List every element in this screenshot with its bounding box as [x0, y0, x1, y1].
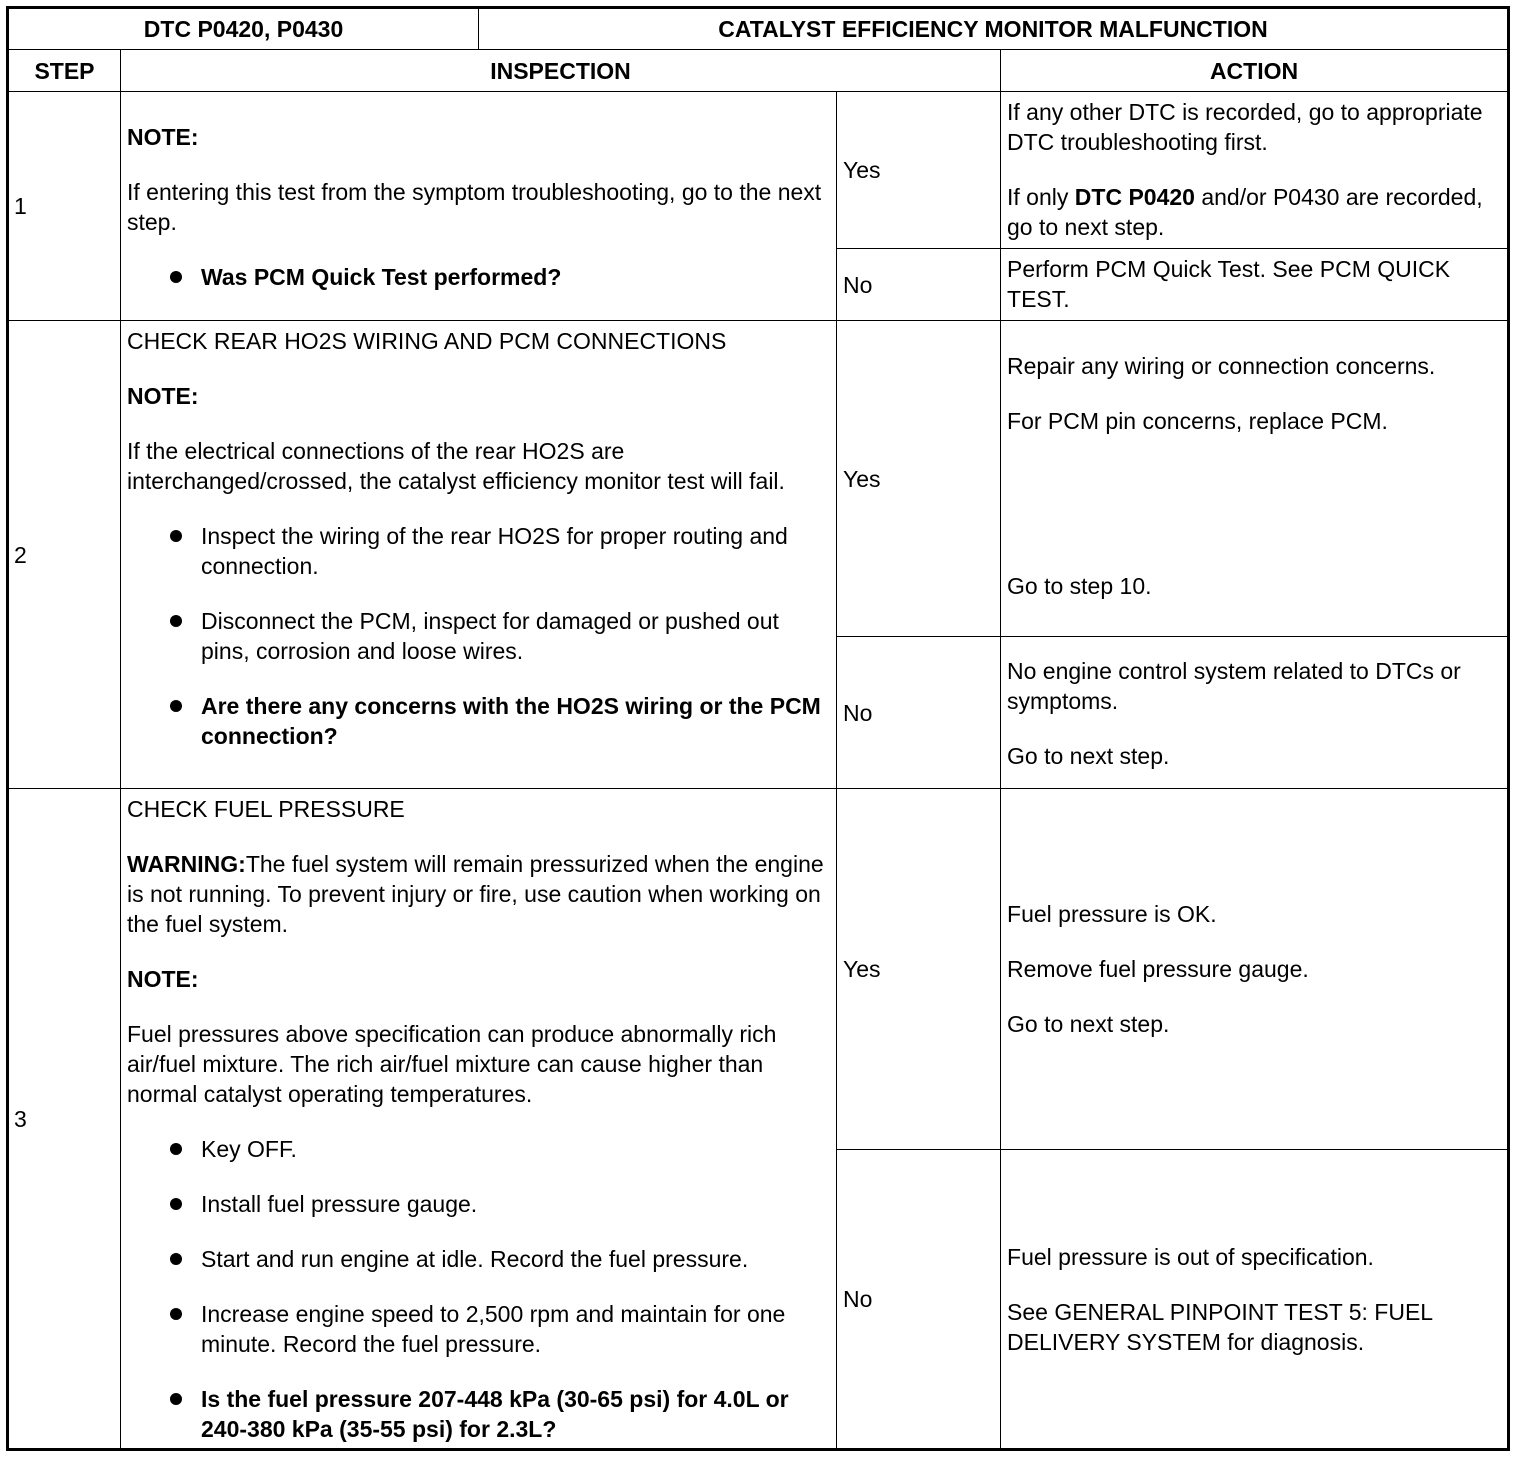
- step-1-yes-label: Yes: [837, 92, 1001, 249]
- step-2-heading: CHECK REAR HO2S WIRING AND PCM CONNECTIONS: [127, 328, 727, 354]
- step-3-no-action-1: Fuel pressure is out of specification.: [1007, 1243, 1374, 1270]
- step-3-yes-label: Yes: [837, 789, 1001, 1150]
- dtc-table: [6, 6, 1510, 1451]
- step-3-inspection: [121, 789, 837, 1450]
- step-1-note-text: If entering this test from the symptom troubleshooting, go to the next step.: [127, 179, 822, 235]
- step-2-yes-action-1: Repair any wiring or connection concerns.: [1007, 353, 1436, 379]
- step-column-header: STEP: [8, 50, 121, 92]
- step-3-no-action: [1001, 1149, 1509, 1449]
- step-2-no-label: No: [837, 637, 1001, 789]
- step-3-bullet-3: Start and run engine at idle. Record the fuel pressure.: [127, 1244, 828, 1274]
- bullet-icon: [170, 700, 182, 712]
- bullet-icon: [170, 1308, 182, 1320]
- step-3-bullet-1: Key OFF.: [127, 1134, 828, 1164]
- step-2-no-action-2: Go to next step.: [1007, 742, 1170, 769]
- step-2-question: Are there any concerns with the HO2S wiring or the PCM connection?: [127, 691, 828, 751]
- dtc-title-header: CATALYST EFFICIENCY MONITOR MALFUNCTION: [479, 8, 1509, 50]
- step-3-yes-action: [1001, 789, 1509, 1150]
- step-2-number: 2: [8, 321, 121, 789]
- step-2-yes-action: [1001, 321, 1509, 637]
- step-1-note-label: NOTE:: [127, 124, 199, 150]
- step-2-no-action: [1001, 637, 1509, 789]
- step-3-no-action-2: See GENERAL PINPOINT TEST 5: FUEL DELIVERY SYSTEM for diagnosis.: [1007, 1298, 1433, 1355]
- bullet-icon: [170, 271, 182, 283]
- step-2-yes-action-3: Go to step 10.: [1007, 573, 1152, 599]
- bullet-icon: [170, 615, 182, 627]
- step-3-no-label: No: [837, 1149, 1001, 1449]
- step-3-warning: WARNING:The fuel system will remain pressurized when the engine is not running. To prevent injury or fire, use caution when working on the fuel system.: [127, 851, 824, 937]
- step-2-yes-label: Yes: [837, 321, 1001, 637]
- action-column-header: ACTION: [1001, 50, 1509, 92]
- dtc-code-header: DTC P0420, P0430: [8, 8, 479, 50]
- step-2-inspection: [121, 321, 837, 789]
- step-1-question: Was PCM Quick Test performed?: [127, 262, 828, 292]
- step-2-bullet-1: Inspect the wiring of the rear HO2S for proper routing and connection.: [127, 521, 828, 581]
- step-3-yes-action-2: Remove fuel pressure gauge.: [1007, 956, 1309, 983]
- step-3-bullet-4: Increase engine speed to 2,500 rpm and maintain for one minute. Record the fuel pressure.: [127, 1299, 828, 1359]
- bullet-icon: [170, 1198, 182, 1210]
- step-1-no-label: No: [837, 249, 1001, 321]
- step-3-question: Is the fuel pressure 207-448 kPa (30-65 psi) for 4.0L or 240-380 kPa (35-55 psi) for 2.3L?: [127, 1384, 828, 1444]
- step-3-number: 3: [8, 789, 121, 1450]
- step-1-number: 1: [8, 92, 121, 321]
- step-3-heading: CHECK FUEL PRESSURE: [127, 796, 405, 822]
- step-1-yes-action-2: If only DTC P0420 and/or P0430 are recorded, go to next step.: [1007, 184, 1483, 240]
- bullet-icon: [170, 1253, 182, 1265]
- step-2-bullet-2: Disconnect the PCM, inspect for damaged or pushed out pins, corrosion and loose wires.: [127, 606, 828, 666]
- step-3-note-label: NOTE:: [127, 966, 199, 992]
- bullet-icon: [170, 530, 182, 542]
- step-2-note-label: NOTE:: [127, 383, 199, 409]
- bullet-icon: [170, 1393, 182, 1405]
- step-3-bullet-2: Install fuel pressure gauge.: [127, 1189, 828, 1219]
- step-2-no-action-1: No engine control system related to DTCs or symptoms.: [1007, 657, 1461, 714]
- step-3-yes-action-1: Fuel pressure is OK.: [1007, 901, 1217, 928]
- step-1-yes-action-1: If any other DTC is recorded, go to appropriate DTC troubleshooting first.: [1007, 99, 1483, 155]
- step-1-inspection: [121, 92, 837, 321]
- step-3-note-text: Fuel pressures above specification can produce abnormally rich air/fuel mixture. The rich air/fuel mixture can cause higher than normal catalyst operating temperatures.: [127, 1021, 777, 1107]
- inspection-column-header: INSPECTION: [121, 50, 1001, 92]
- bullet-icon: [170, 1143, 182, 1155]
- step-1-yes-action: [1001, 92, 1509, 249]
- step-2-note-text: If the electrical connections of the rear HO2S are interchanged/crossed, the catalyst efficiency monitor test will fail.: [127, 438, 785, 494]
- step-3-yes-action-3: Go to next step.: [1007, 1011, 1170, 1038]
- step-2-yes-action-2: For PCM pin concerns, replace PCM.: [1007, 408, 1388, 434]
- step-1-no-action: Perform PCM Quick Test. See PCM QUICK TEST.: [1001, 249, 1509, 321]
